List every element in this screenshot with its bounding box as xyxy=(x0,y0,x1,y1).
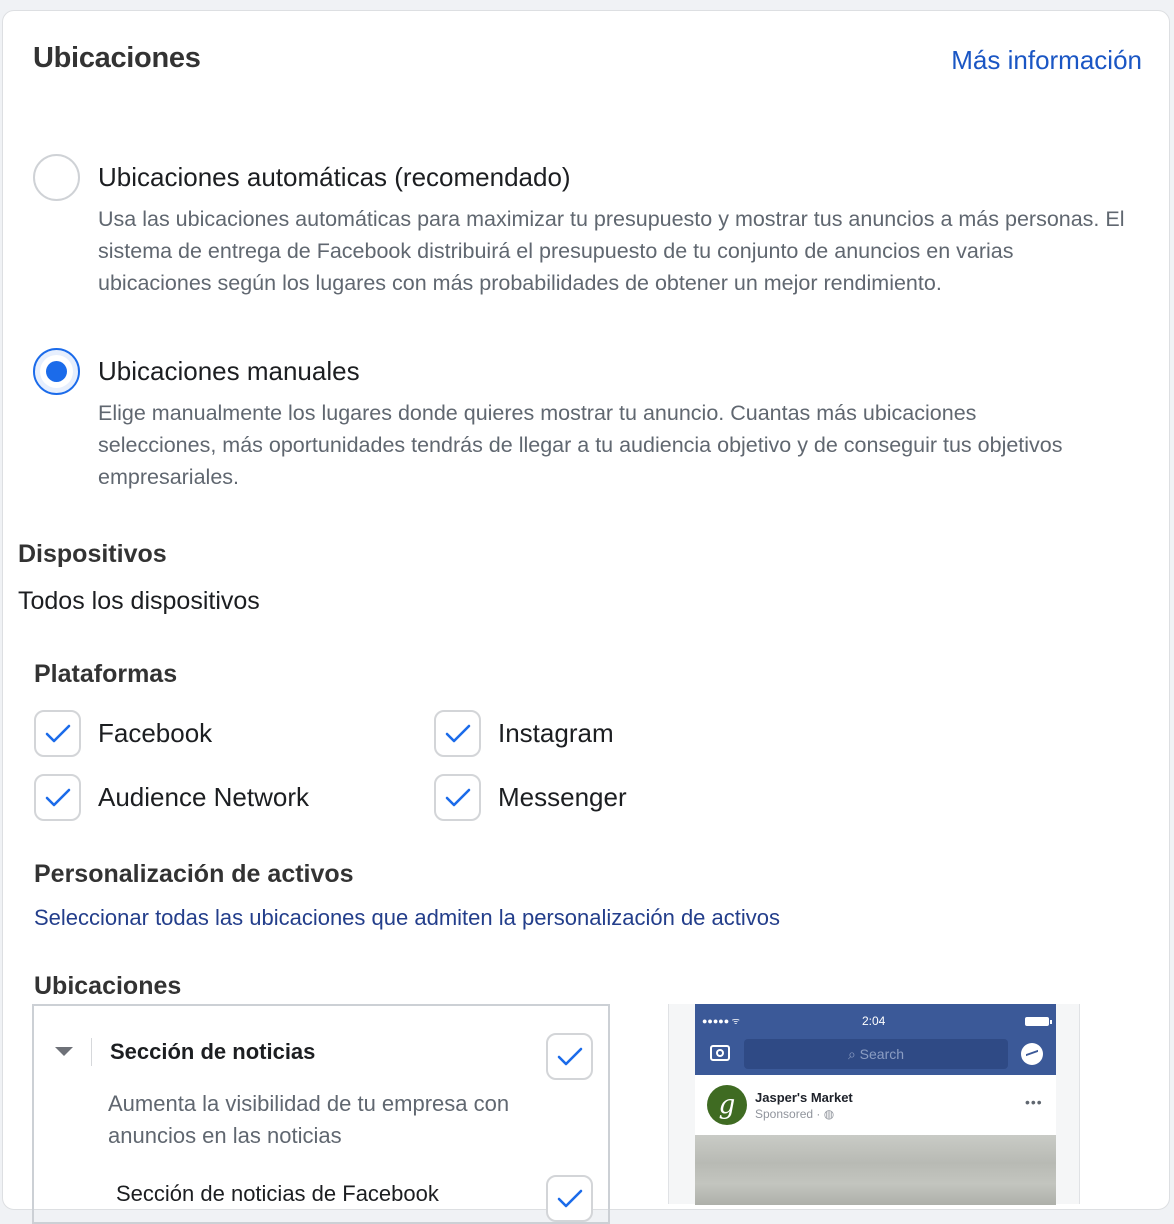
divider xyxy=(91,1038,92,1066)
page-title: Ubicaciones xyxy=(33,42,201,74)
automatic-placements-description: Usa las ubicaciones automáticas para maximizar tu presupuesto y mostrar tus anuncios a más personas. El sistema de entrega de Facebook distribuirá el presupuesto de tu conjunto de anuncios en varias ubicaciones según los lugares con más probabilidades de obtener un mejor rendimiento. xyxy=(98,207,1125,295)
manual-placements-description: Elige manualmente los lugares donde quieres mostrar tu anuncio. Cuantas más ubicaciones selecciones, más oportunidades tendrás de llegar a tu audiencia objetivo y de conseguir tus objetivos empresariales. xyxy=(98,401,1063,489)
post-header xyxy=(695,1075,1056,1135)
battery-icon xyxy=(1025,1017,1049,1026)
page-avatar: g xyxy=(707,1085,747,1125)
checkbox-instagram[interactable] xyxy=(434,710,481,757)
checkmark-icon xyxy=(557,1188,583,1210)
checkmark-icon xyxy=(45,787,71,809)
more-options-icon: ••• xyxy=(1025,1094,1043,1110)
devices-value[interactable]: Todos los dispositivos xyxy=(18,587,260,615)
post-sponsored-label: Sponsored · ◍ xyxy=(755,1107,835,1121)
checkbox-news-feed-group[interactable] xyxy=(546,1033,593,1080)
status-time: 2:04 xyxy=(862,1014,886,1028)
checkbox-audience-network[interactable] xyxy=(34,774,81,821)
radio-automatic-label[interactable]: Ubicaciones automáticas (recomendado) xyxy=(98,162,571,192)
placement-group-news-feed-title: Sección de noticias xyxy=(110,1039,316,1064)
platform-instagram-label[interactable]: Instagram xyxy=(498,718,614,748)
platforms-heading: Plataformas xyxy=(34,660,178,688)
platform-messenger-label[interactable]: Messenger xyxy=(498,782,627,812)
checkbox-facebook-news-feed[interactable] xyxy=(546,1175,593,1222)
checkmark-icon xyxy=(445,787,471,809)
post-page-name: Jasper's Market xyxy=(755,1090,853,1105)
radio-manual-label[interactable]: Ubicaciones manuales xyxy=(98,356,360,386)
platform-audience-network-label[interactable]: Audience Network xyxy=(98,782,309,812)
checkbox-messenger[interactable] xyxy=(434,774,481,821)
preview-search-bar: ⌕ Search xyxy=(744,1039,1008,1069)
checkbox-facebook[interactable] xyxy=(34,710,81,757)
radio-automatic-placements[interactable] xyxy=(33,154,80,201)
more-info-link[interactable]: Más información xyxy=(951,45,1142,75)
collapse-triangle-icon[interactable] xyxy=(55,1047,73,1056)
signal-wifi-icon: ●●●●● ᯤ xyxy=(702,1016,740,1026)
platform-facebook-label[interactable]: Facebook xyxy=(98,718,213,748)
checkmark-icon xyxy=(445,723,471,745)
placement-facebook-news-feed-label[interactable]: Sección de noticias de Facebook xyxy=(116,1181,439,1206)
placements-heading: Ubicaciones xyxy=(34,972,182,1000)
checkmark-icon xyxy=(45,723,71,745)
radio-manual-placements[interactable] xyxy=(33,348,80,395)
asset-customization-heading: Personalización de activos xyxy=(34,860,354,888)
select-asset-customization-link[interactable]: Seleccionar todas las ubicaciones que admiten la personalización de activos xyxy=(34,905,781,930)
placement-group-news-feed-description: Aumenta la visibilidad de tu empresa con anuncios en las noticias xyxy=(108,1091,510,1148)
checkmark-icon xyxy=(557,1046,583,1068)
camera-icon xyxy=(710,1045,730,1061)
post-image xyxy=(695,1135,1056,1205)
devices-heading: Dispositivos xyxy=(18,540,167,568)
messenger-icon xyxy=(1021,1043,1043,1065)
